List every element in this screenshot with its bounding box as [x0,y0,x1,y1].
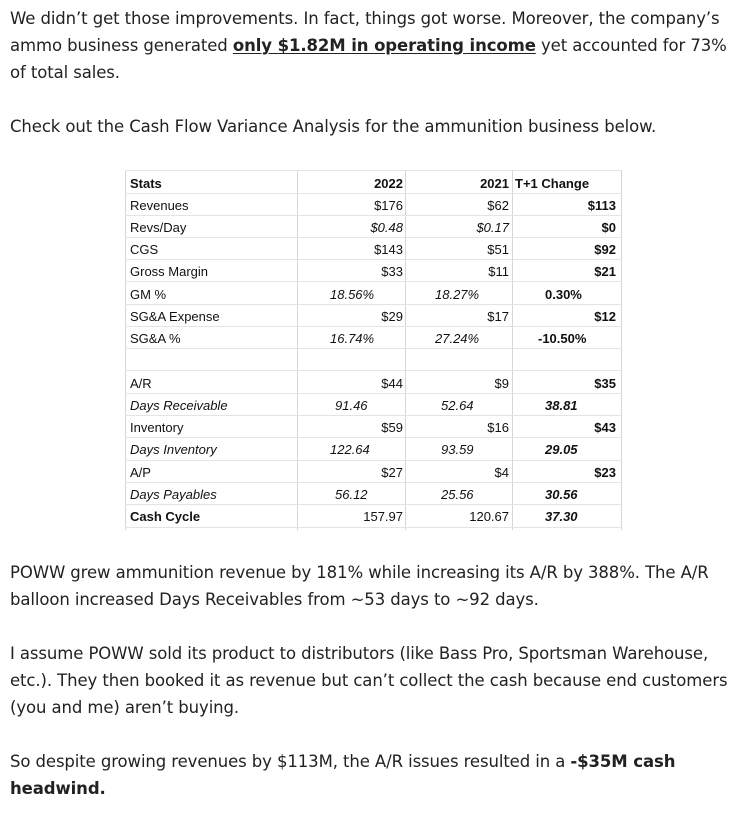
row-label: Days Payables [130,487,217,502]
header-2021: 2021 [480,176,509,191]
grid-line [125,170,622,171]
assumption-line-1: I assume POWW sold its product to distributors (like Bass Pro, Sportsman Warehouse, [10,644,709,663]
value-2021: 120.67 [469,509,509,524]
value-2021: $0.17 [476,220,509,235]
row-label: GM % [130,287,167,302]
table-row [125,217,622,239]
value-2022: 16.74% [330,331,375,346]
cash-headwind-label: headwind. [10,779,106,798]
value-2021: 18.27% [435,287,480,302]
value-2022: 122.64 [330,442,370,457]
intro-line-2-after: yet accounted for 73% [535,36,727,55]
conclusion-text: So despite growing revenues by $113M, the A/R issues resulted in a [10,752,571,771]
analysis-line-1: POWW grew ammunition revenue by 181% while increasing its A/R by 388%. The A/R [10,563,709,582]
value-2021: $51 [487,242,509,257]
value-change: 30.56 [545,487,578,502]
value-2022: $27 [381,465,403,480]
header-2022: 2022 [374,176,403,191]
value-change: 0.30% [545,287,582,302]
value-change: $92 [594,242,616,257]
table-row [125,306,622,328]
value-2022: $44 [381,376,403,391]
assumption-line-2: etc.). They then booked it as revenue but can’t collect the cash because end customers [10,671,728,690]
value-change: $0 [601,220,616,235]
intro-line-1: We didn’t get those improvements. In fact, things got worse. Moreover, the company’s [10,9,720,28]
table-header-row [125,173,622,195]
value-change: $23 [594,465,616,480]
value-change: 37.30 [545,509,578,524]
table-row [125,239,622,261]
lead-in-paragraph: Check out the Cash Flow Variance Analysis for the ammunition business below. [10,117,657,136]
row-label: Days Receivable [130,398,228,413]
value-2021: 93.59 [441,442,474,457]
row-label: SG&A % [130,331,181,346]
value-change: -10.50% [538,331,587,346]
row-label: SG&A Expense [130,309,220,324]
value-2022: $33 [381,264,403,279]
cash-headwind-figure: -$35M cash [570,752,676,771]
table-row [125,484,622,506]
value-2022: $0.48 [370,220,403,235]
value-2022: 91.46 [335,398,368,413]
value-2021: 52.64 [441,398,474,413]
table-row [125,328,622,350]
table-row [125,462,622,484]
table-row [125,506,622,528]
intro-line-3: of total sales. [10,63,120,82]
row-label: CGS [130,242,159,257]
intro-paragraph [10,5,746,86]
row-label: Days Inventory [130,442,217,457]
value-2022: $176 [374,198,403,213]
table-row [125,195,622,217]
cash-flow-variance-table [125,170,622,530]
analysis-paragraph [10,559,746,613]
value-2021: $11 [488,264,509,279]
value-2021: $4 [494,465,509,480]
row-label: A/R [130,376,152,391]
assumption-line-3: (you and me) aren’t buying. [10,698,240,717]
header-stats: Stats [130,176,162,191]
value-change: $113 [587,198,616,213]
value-change: $43 [594,420,616,435]
table-row [125,417,622,439]
value-2021: $9 [494,376,509,391]
row-label: Revenues [130,198,189,213]
conclusion-paragraph [10,748,746,802]
intro-line-2-before: ammo business generated [10,36,233,55]
operating-income-link[interactable]: only $1.82M in operating income [232,36,536,55]
row-label: Revs/Day [130,220,187,235]
assumption-paragraph [10,640,746,721]
value-2021: $16 [487,420,509,435]
grid-line [125,370,622,371]
value-2021: $17 [487,309,509,324]
table-row [125,284,622,306]
row-label: Gross Margin [130,264,209,279]
table-row [125,261,622,283]
value-2022: 56.12 [335,487,368,502]
value-2022: 18.56% [330,287,375,302]
value-2022: $59 [381,420,403,435]
row-label: A/P [130,465,151,480]
table-row [125,439,622,461]
header-change: T+1 Change [515,176,590,191]
row-label: Cash Cycle [130,509,201,524]
table-row [125,395,622,417]
value-2021: 27.24% [435,331,480,346]
analysis-line-2: balloon increased Days Receivables from ~53 days to ~92 days. [10,590,539,609]
value-2021: 25.56 [441,487,474,502]
value-change: $12 [594,309,616,324]
value-2021: $62 [487,198,509,213]
row-label: Inventory [130,420,184,435]
value-change: 38.81 [545,398,578,413]
value-2022: 157.97 [363,509,403,524]
value-change: 29.05 [545,442,578,457]
value-2022: $29 [381,309,403,324]
value-change: $21 [594,264,616,279]
table-row [125,373,622,395]
value-2022: $143 [374,242,403,257]
value-change: $35 [594,376,616,391]
